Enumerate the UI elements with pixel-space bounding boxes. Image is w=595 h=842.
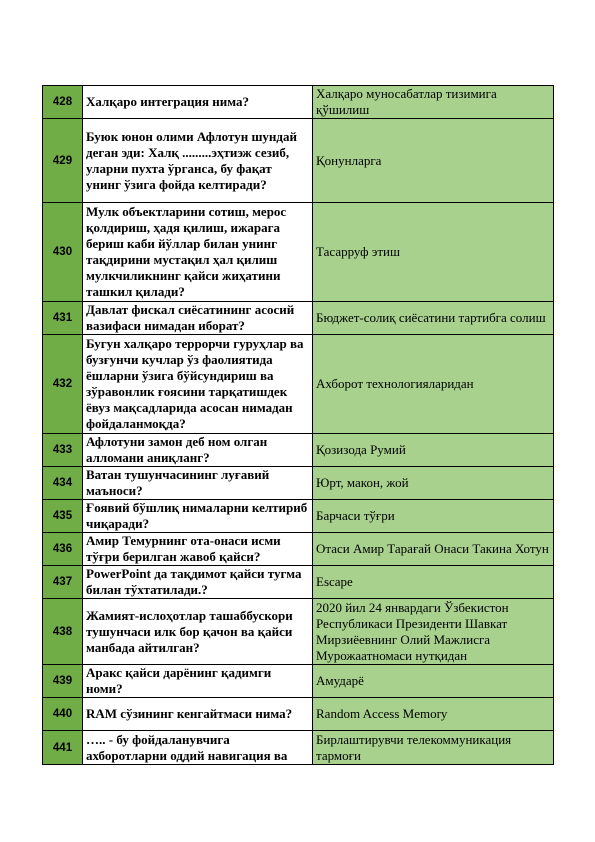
answer-text: Отаси Амир Тарағай Онаси Такина Хотун: [313, 533, 554, 566]
question-table: [42, 85, 554, 765]
table-row: [43, 500, 554, 533]
answer-text: Ахборот технологияларидан: [313, 335, 554, 434]
answer-text: Тасарруф этиш: [313, 203, 554, 302]
question-text: Халқаро интеграция нима?: [83, 86, 313, 119]
answer-text: Қонунларга: [313, 119, 554, 203]
row-number: 432: [43, 335, 83, 434]
row-number: 430: [43, 203, 83, 302]
table-row: [43, 599, 554, 665]
answer-text: Қозизода Румий: [313, 434, 554, 467]
question-text: PowerPoint да тақдимот қайси тугма билан тўхтатилади.?: [83, 566, 313, 599]
question-text: Ватан тушунчасининг луғавий маъноси?: [83, 467, 313, 500]
answer-text: Random Access Memory: [313, 698, 554, 731]
row-number: 433: [43, 434, 83, 467]
row-number: 439: [43, 665, 83, 698]
question-text: Давлат фискал сиёсатининг асосий вазифаси нимадан иборат?: [83, 302, 313, 335]
question-text: Афлотуни замон деб ном олган алломани аниқланг?: [83, 434, 313, 467]
table-row: [43, 434, 554, 467]
row-number: 441: [43, 731, 83, 765]
answer-text: 2020 йил 24 январдаги Ўзбекистон Республикаси Президенти Шавкат Мирзиёевнинг Олий Мажлисга Мурожаатномаси нутқидан: [313, 599, 554, 665]
table-row: [43, 335, 554, 434]
answer-text: Халқаро муносабатлар тизимига қўшилиш: [313, 86, 554, 119]
answer-text: Escape: [313, 566, 554, 599]
table-row: [43, 665, 554, 698]
table-row: [43, 119, 554, 203]
answer-text: Бюджет-солиқ сиёсатини тартибга солиш: [313, 302, 554, 335]
row-number: 428: [43, 86, 83, 119]
table-row: [43, 203, 554, 302]
row-number: 435: [43, 500, 83, 533]
row-number: 436: [43, 533, 83, 566]
question-text: Аракс қайси дарёнинг қадимги номи?: [83, 665, 313, 698]
question-text: ….. - бу фойдаланувчига ахборотларни оддий навигация ва: [83, 731, 313, 765]
question-text: RAM сўзининг кенгайтмаси нима?: [83, 698, 313, 731]
row-number: 431: [43, 302, 83, 335]
table-row: [43, 302, 554, 335]
table-row: [43, 533, 554, 566]
question-text: Ғоявий бўшлиқ нималарни келтириб чиқаради?: [83, 500, 313, 533]
row-number: 434: [43, 467, 83, 500]
table-row: [43, 566, 554, 599]
table-row: [43, 467, 554, 500]
row-number: 429: [43, 119, 83, 203]
table-row: [43, 698, 554, 731]
question-text: Амир Темурнинг ота-онаси исми тўғри берилган жавоб қайси?: [83, 533, 313, 566]
answer-text: Бирлаштирувчи телекоммуникация тармоғи: [313, 731, 554, 765]
row-number: 437: [43, 566, 83, 599]
answer-text: Амударё: [313, 665, 554, 698]
table-row: [43, 731, 554, 765]
answer-text: Барчаси тўғри: [313, 500, 554, 533]
answer-text: Юрт, макон, жой: [313, 467, 554, 500]
question-text: Жамият-ислоҳотлар ташаббускори тушунчаси илк бор қачон ва қайси манбада айтилган?: [83, 599, 313, 665]
table-row: [43, 86, 554, 119]
row-number: 438: [43, 599, 83, 665]
question-text: Буюк юнон олими Афлотун шундай деган эди: Халқ .........эҳтиэж сезиб, уларни пухта ўрганса, бу фақат унинг ўзига фойда келтиради?: [83, 119, 313, 203]
question-text: Мулк объектларини сотиш, мерос қолдириш, ҳадя қилиш, ижарага бериш каби йўллар билан унинг тақдирини мустақил ҳал қилиш мулкчиликнинг қайси жиҳатини ташкил қилади?: [83, 203, 313, 302]
question-text: Бугун халқаро террорчи гуруҳлар ва бузғунчи кучлар ўз фаолиятида ёшларни ўзига бўйсундириш ва зўравонлик ғоясини тарқатишдек ёвуз мақсадларида асосан нимадан фойдаланмоқда?: [83, 335, 313, 434]
row-number: 440: [43, 698, 83, 731]
